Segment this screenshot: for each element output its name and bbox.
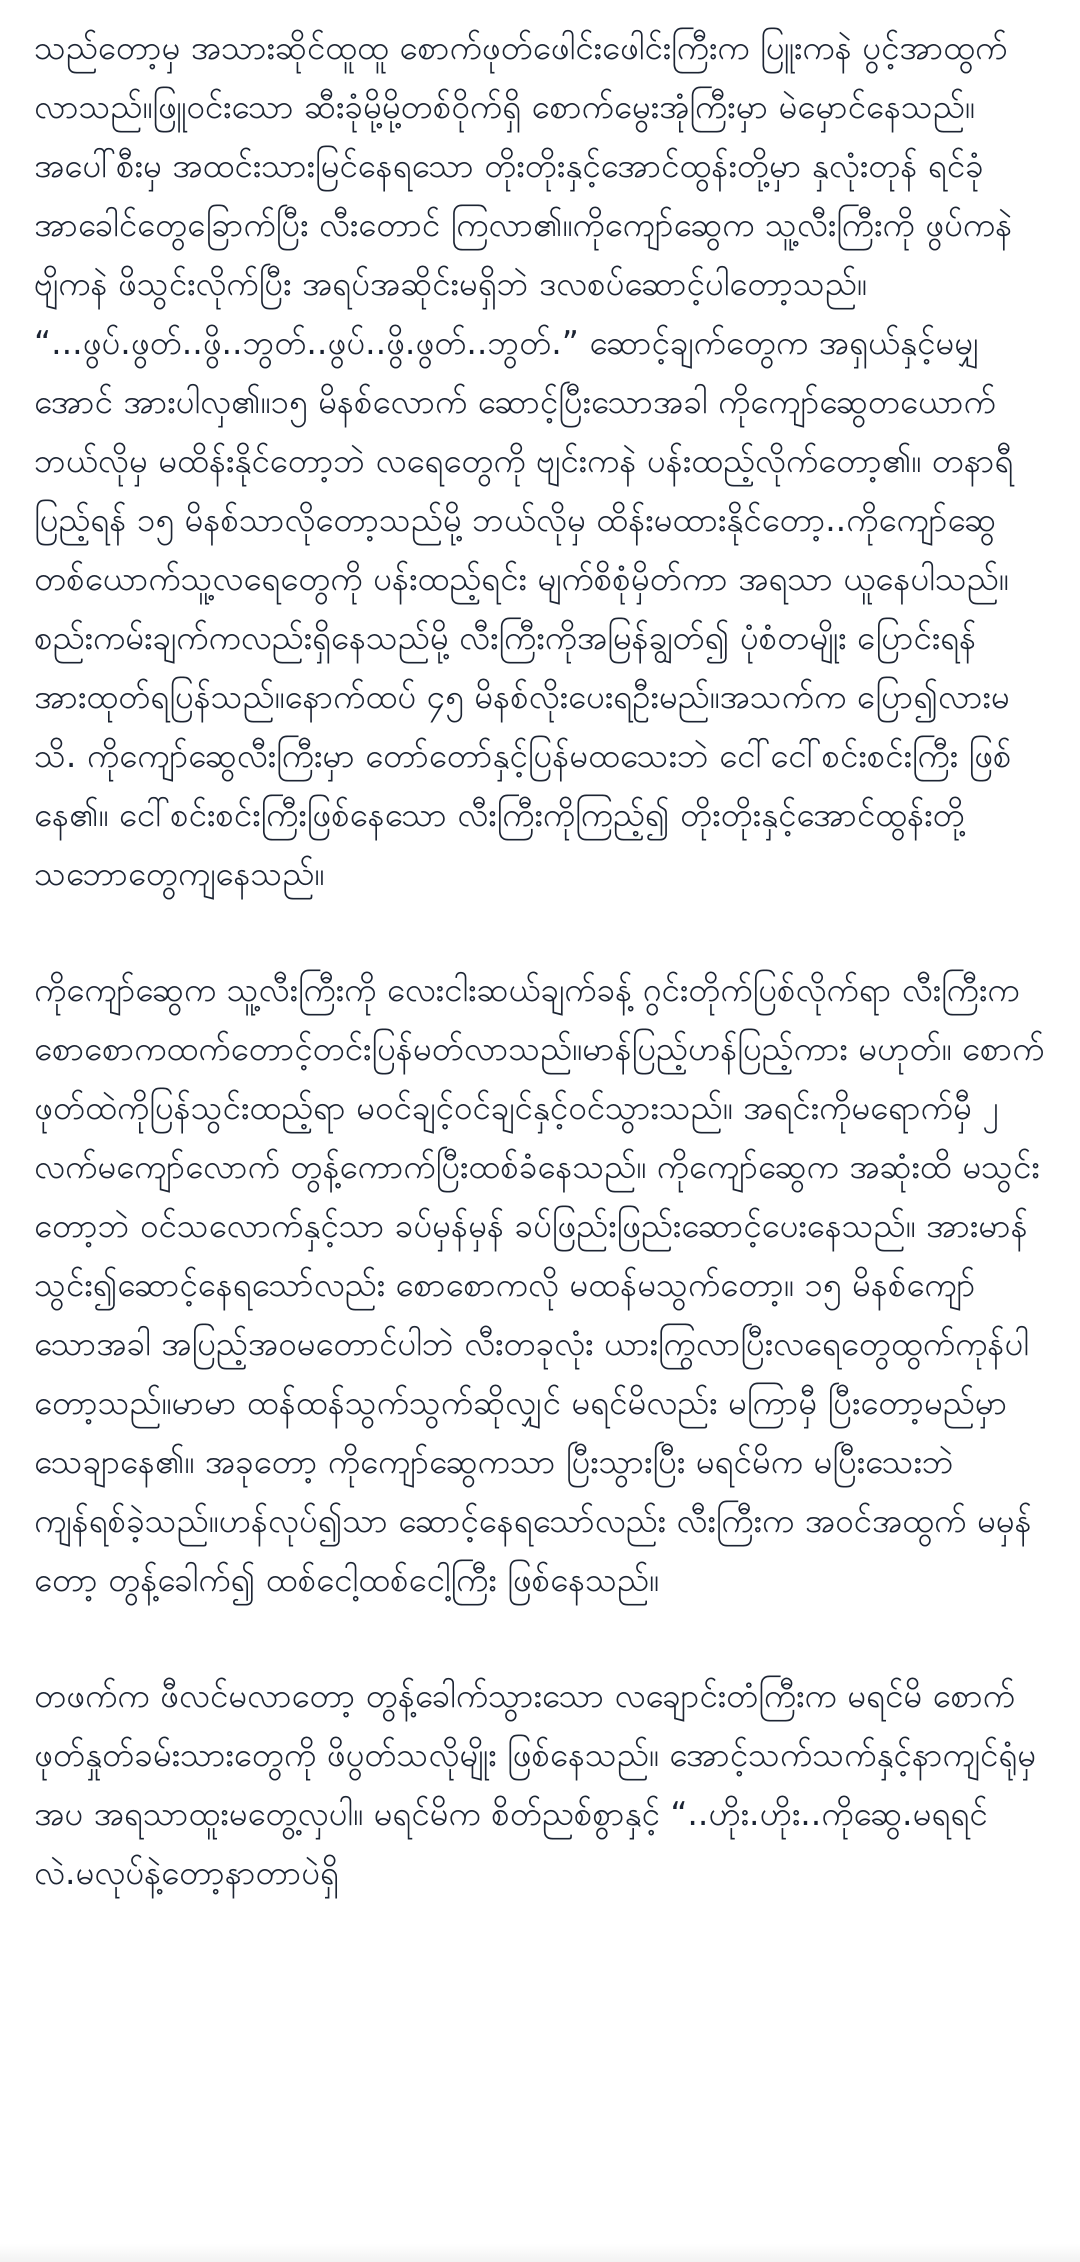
scroll-edge (0, 2244, 1080, 2262)
paragraph-3: တဖက်က ဖီလင်မလာတော့ တွန့်ခေါက်သွားသော လချောင်းတံကြီးက မရင်မိ စောက်ဖုတ်နှုတ်ခမ်းသားတွေကို ဖိပွတ်သလိုမျိုး ဖြစ်နေသည်။ အောင့်သက်သက်နှင့်နာကျင်ရုံမှအပ အရသာထူးမတွေ့လှပါ။ မရင်မိက စိတ်ညစ်စွာနှင့် “..ဟိုး.ဟိုး..ကိုဆွေ.မရရင်လဲ.မလုပ်နဲ့တော့နာတာပဲရှိ (34, 1676, 1037, 1892)
article-body (34, 18, 1046, 1959)
paragraph-1: သည်တော့မှ အသားဆိုင်ထူထူ စောက်ဖုတ်ဖေါင်းဖေါင်းကြီးက ပြူးကနဲ ပွင့်အာထွက်လာသည်။ဖြူဝင်းသော ဆီးခုံမို့မို့တစ်ဝိုက်ရှိ စောက်မွေးအုံကြီးမှာ မဲမှောင်နေသည်။အပေါ်စီးမှ အထင်းသားမြင်နေရသော တိုးတိုးနှင့်အောင်ထွန်းတို့မှာ နှလုံးတုန် ရင်ခုံ အာခေါင်တွေခြောက်ပြီး လီးတောင် ကြလာ၏။ကိုကျော်ဆွေက သူ့လီးကြီးကို ဖွပ်ကနဲ ဗျိကနဲ ဖိသွင်းလိုက်ပြီး အရပ်အဆိုင်းမရှိဘဲ ဒလစပ်ဆောင့်ပါတော့သည်။ “...ဖွပ်.ဖွတ်..ဖွိ..ဘွတ်..ဖွပ်..ဖွိ.ဖွတ်..ဘွတ်.” ဆောင့်ချက်တွေက အရှယ်နှင့်မမျှအောင် အားပါလှ၏။၁၅ မိနစ်လောက် ဆောင့်ပြီးသောအခါ ကိုကျော်ဆွေတယောက် ဘယ်လိုမှ မထိန်းနိုင်တော့ဘဲ လရေတွေကို ဗျင်းကနဲ ပန်းထည့်လိုက်တော့၏။ တနာရီပြည့်ရန် ၁၅ မိနစ်သာလိုတော့သည်မို့ ဘယ်လိုမှ ထိန်းမထားနိုင်တော့..ကိုကျော်ဆွေတစ်ယောက်သူ့လရေတွေကို ပန်းထည့်ရင်း မျက်စိစုံမှိတ်ကာ အရသာ ယူနေပါသည်။ စည်းကမ်းချက်ကလည်းရှိနေသည်မို့ လီးကြီးကိုအမြန်ချွတ်၍ ပုံစံတမျိုး ပြောင်းရန် အားထုတ်ရပြန်သည်။နောက်ထပ် ၄၅ မိနစ်လိုးပေးရဦးမည်။အသက်က ပြော၍လားမသိ. ကိုကျော်ဆွေလီးကြီးမှာ တော်တော်နှင့်ပြန်မထသေးဘဲ ငေါ်ငေါ်စင်းစင်းကြီး ဖြစ်နေ၏။ ငေါ်စင်းစင်းကြီးဖြစ်နေသော လီးကြီးကိုကြည့်၍ တိုးတိုးနှင့်အောင်ထွန်းတို့ သဘောတွေကျနေသည်။ (34, 28, 1014, 893)
paragraph-2: ကိုကျော်ဆွေက သူ့လီးကြီးကို လေးငါးဆယ်ချက်ခန့် ဂွင်းတိုက်ပြစ်လိုက်ရာ လီးကြီးက စောစောကထက်တောင့်တင်းပြန်မတ်လာသည်။မာန်ပြည့်ဟန်ပြည့်ကား မဟုတ်။ စောက်ဖုတ်ထဲကိုပြန်သွင်းထည့်ရာ မဝင်ချင့်ဝင်ချင်နှင့်ဝင်သွားသည်။ အရင်းကိုမရောက်မှီ ၂ လက်မကျော်လောက် တွန့်ကောက်ပြီးထစ်ခံနေသည်။ ကိုကျော်ဆွေက အဆုံးထိ မသွင်းတော့ဘဲ ဝင်သလောက်နှင့်သာ ခပ်မှန်မှန် ခပ်ဖြည်းဖြည်းဆောင့်ပေးနေသည်။ အားမာန်သွင်း၍ဆောင့်နေရသော်လည်း စောစောကလို မထန်မသွက်တော့။ ၁၅ မိနစ်ကျော်သောအခါ အပြည့်အဝမတောင်ပါဘဲ လီးတခုလုံး ယားကြွလာပြီးလရေတွေထွက်ကုန်ပါတော့သည်။မာမာ ထန်ထန်သွက်သွက်ဆိုလျှင် မရင်မိလည်း မကြာမှီ ပြီးတော့မည်မှာ သေချာနေ၏။ အခုတော့ ကိုကျော်ဆွေကသာ ပြီးသွားပြီး မရင်မိက မပြီးသေးဘဲ ကျန်ရစ်ခဲ့သည်။ဟန်လုပ်၍သာ ဆောင့်နေရသော်လည်း လီးကြီးက အဝင်အထွက် မမှန်တော့ တွန့်ခေါက်၍ ထစ်ငေါ့ထစ်ငေါ့ကြီး ဖြစ်နေသည်။ (34, 970, 1045, 1599)
